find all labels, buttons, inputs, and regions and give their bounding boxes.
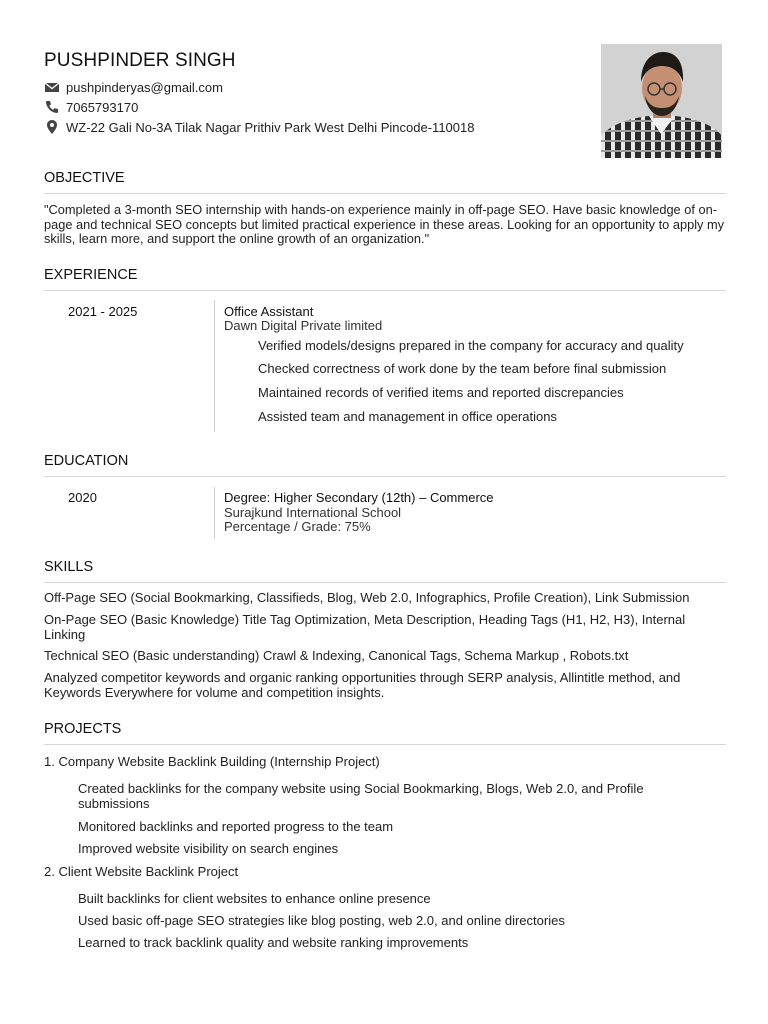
experience-bullet: Verified models/designs prepared in the company for accuracy and quality — [258, 338, 684, 353]
project-point: Monitored backlinks and reported progress to the team — [78, 819, 394, 834]
phone-icon — [44, 99, 60, 115]
email-text[interactable]: pushpinderyas@gmail.com — [66, 79, 223, 95]
experience-timeline-line — [214, 300, 215, 432]
projects-divider — [44, 744, 726, 745]
profile-photo — [601, 44, 722, 158]
skills-divider — [44, 582, 726, 583]
project-point: Built backlinks for client websites to enhance online presence — [78, 891, 431, 906]
objective-heading: OBJECTIVE — [44, 170, 125, 186]
experience-role: Office Assistant — [224, 304, 314, 319]
project-title: 1. Company Website Backlink Building (Internship Project) — [44, 754, 380, 769]
skill-item: Off-Page SEO (Social Bookmarking, Classifieds, Blog, Web 2.0, Infographics, Profile Creation), Link Submission — [44, 590, 690, 605]
project-point: Improved website visibility on search engines — [78, 841, 339, 856]
education-year: 2020 — [68, 490, 97, 505]
education-degree: Degree: Higher Secondary (12th) – Commerce — [224, 490, 494, 505]
project-point: Created backlinks for the company website using Social Bookmarking, Blogs, Web 2.0, and Profile submissions — [78, 781, 644, 811]
experience-company: Dawn Digital Private limited — [224, 318, 383, 333]
experience-divider — [44, 290, 726, 291]
contact-address — [44, 119, 474, 135]
project-point: Used basic off-page SEO strategies like blog posting, web 2.0, and online directories — [78, 913, 565, 928]
project-title: 2. Client Website Backlink Project — [44, 864, 239, 879]
skills-heading: SKILLS — [44, 559, 94, 575]
skill-item: Analyzed competitor keywords and organic ranking opportunities through SERP analysis, Allintitle method, and Keywords Everywhere for volume and competition insights. — [44, 670, 681, 700]
candidate-name: PUSHPINDER SINGH — [44, 50, 236, 71]
experience-bullet: Maintained records of verified items and reported discrepancies — [258, 385, 624, 400]
experience-dates: 2021 - 2025 — [68, 304, 138, 319]
address-text: WZ-22 Gali No-3A Tilak Nagar Prithiv Park West Delhi Pincode-110018 — [66, 119, 475, 135]
envelope-icon — [44, 79, 60, 95]
skill-item: Technical SEO (Basic understanding) Crawl & Indexing, Canonical Tags, Schema Markup , Robots.txt — [44, 648, 629, 663]
experience-heading: EXPERIENCE — [44, 267, 138, 283]
project-point: Learned to track backlink quality and website ranking improvements — [78, 935, 469, 950]
location-pin-icon — [44, 119, 60, 135]
projects-heading: PROJECTS — [44, 721, 122, 737]
education-heading: EDUCATION — [44, 453, 129, 469]
education-grade: Percentage / Grade: 75% — [224, 519, 371, 534]
experience-bullet: Checked correctness of work done by the team before final submission — [258, 361, 667, 376]
education-divider — [44, 476, 726, 477]
education-timeline-line — [214, 487, 215, 539]
contact-email — [44, 79, 223, 95]
education-school: Surajkund International School — [224, 505, 402, 520]
skill-item: On-Page SEO (Basic Knowledge) Title Tag Optimization, Meta Description, Heading Tags (H1, H2, H3), Internal Linking — [44, 612, 686, 642]
objective-text: "Completed a 3-month SEO internship with hands-on experience mainly in off-page SEO. Have basic knowledge of on-page and technical SEO concepts but limited practical experience in these areas. Looking for an opportunity to apply my skills, learn more, and support the online growth of an organization." — [44, 202, 725, 246]
contact-phone — [44, 99, 138, 115]
objective-divider — [44, 193, 726, 194]
experience-bullet: Assisted team and management in office operations — [258, 409, 557, 424]
phone-text[interactable]: 7065793170 — [66, 99, 139, 115]
